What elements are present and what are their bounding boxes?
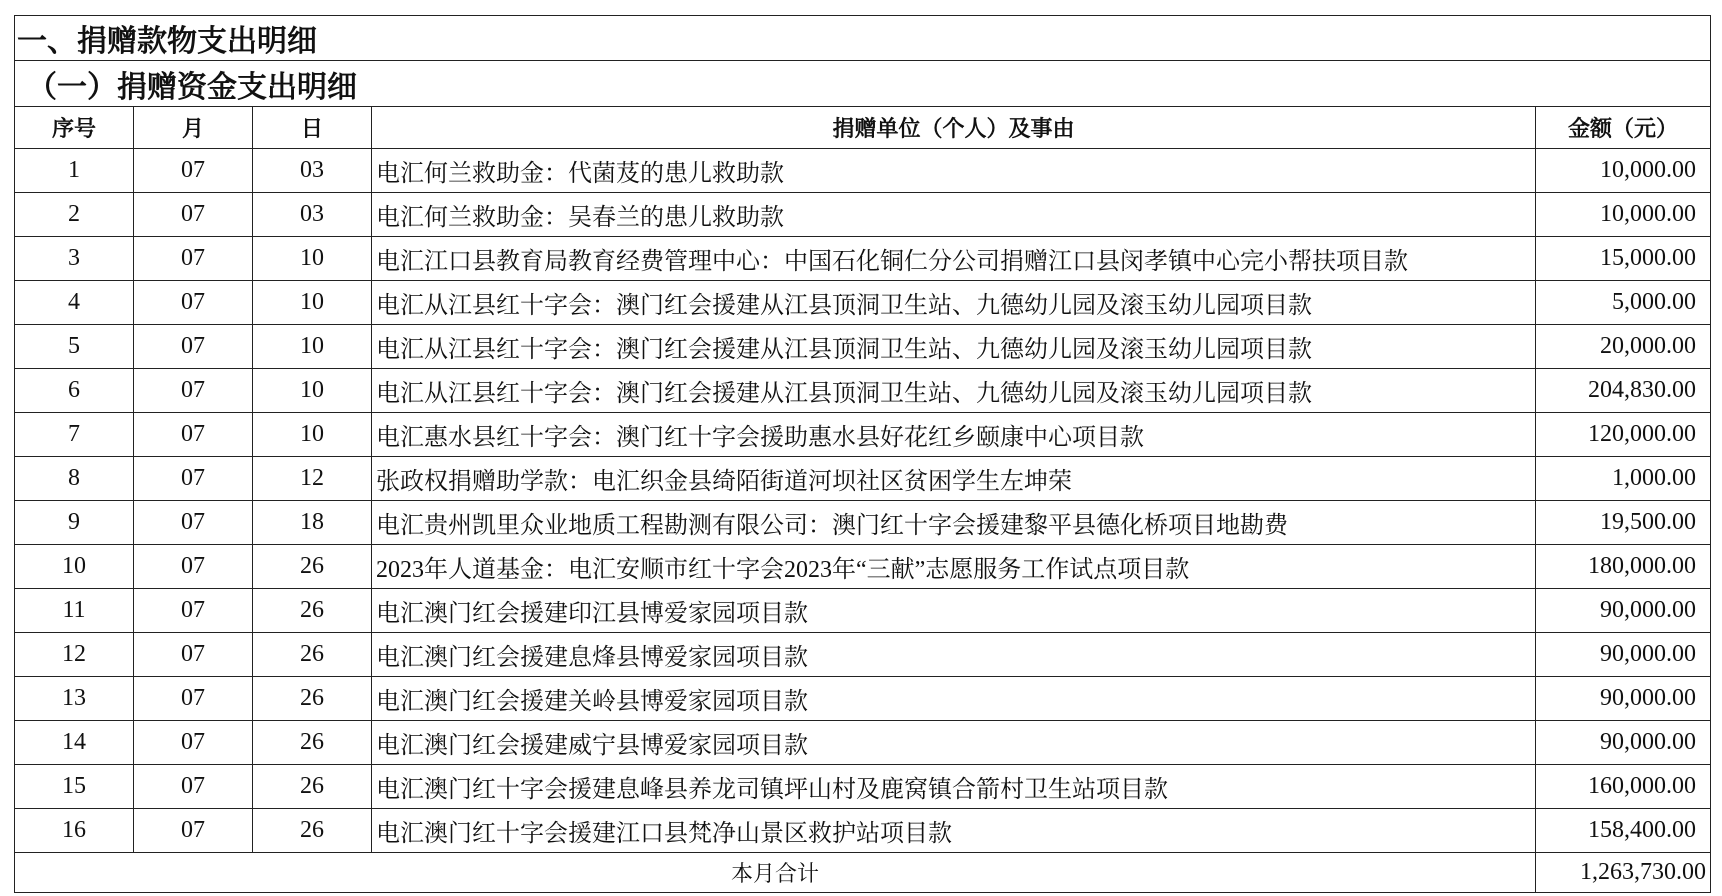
cell-day: 12 (253, 457, 372, 501)
cell-day: 26 (253, 545, 372, 589)
cell-day: 26 (253, 721, 372, 765)
cell-day: 10 (253, 325, 372, 369)
cell-day: 18 (253, 501, 372, 545)
section-subtitle: （一）捐赠资金支出明细 (15, 61, 1711, 107)
cell-description: 2023年人道基金：电汇安顺市红十字会2023年“三献”志愿服务工作试点项目款 (372, 545, 1536, 589)
cell-month: 07 (134, 633, 253, 677)
cell-seq: 6 (15, 369, 134, 413)
table-row (15, 369, 1711, 413)
table-row (15, 589, 1711, 633)
subtitle-row (15, 61, 1711, 107)
cell-description: 电汇澳门红会援建息烽县博爱家园项目款 (372, 633, 1536, 677)
cell-amount: 19,500.00 (1536, 501, 1711, 545)
total-row (15, 853, 1711, 893)
cell-seq: 7 (15, 413, 134, 457)
cell-description: 电汇何兰救助金：吴春兰的患儿救助款 (372, 193, 1536, 237)
cell-month: 07 (134, 677, 253, 721)
cell-amount: 90,000.00 (1536, 677, 1711, 721)
cell-amount: 10,000.00 (1536, 149, 1711, 193)
header-month: 月 (134, 107, 253, 149)
cell-amount: 158,400.00 (1536, 809, 1711, 853)
cell-amount: 120,000.00 (1536, 413, 1711, 457)
cell-amount: 15,000.00 (1536, 237, 1711, 281)
cell-day: 26 (253, 589, 372, 633)
cell-seq: 5 (15, 325, 134, 369)
cell-seq: 14 (15, 721, 134, 765)
cell-amount: 10,000.00 (1536, 193, 1711, 237)
cell-day: 26 (253, 633, 372, 677)
cell-description: 电汇从江县红十字会：澳门红会援建从江县顶洞卫生站、九德幼儿园及滚玉幼儿园项目款 (372, 369, 1536, 413)
cell-description: 电汇江口县教育局教育经费管理中心：中国石化铜仁分公司捐赠江口县闵孝镇中心完小帮扶项目款 (372, 237, 1536, 281)
cell-amount: 180,000.00 (1536, 545, 1711, 589)
table-row (15, 325, 1711, 369)
cell-month: 07 (134, 545, 253, 589)
total-label: 本月合计 (15, 853, 1536, 893)
cell-day: 10 (253, 413, 372, 457)
cell-description: 电汇澳门红会援建威宁县博爱家园项目款 (372, 721, 1536, 765)
cell-description: 电汇从江县红十字会：澳门红会援建从江县顶洞卫生站、九德幼儿园及滚玉幼儿园项目款 (372, 281, 1536, 325)
cell-month: 07 (134, 765, 253, 809)
header-row (15, 107, 1711, 149)
cell-day: 10 (253, 281, 372, 325)
cell-amount: 204,830.00 (1536, 369, 1711, 413)
cell-seq: 12 (15, 633, 134, 677)
cell-day: 03 (253, 193, 372, 237)
cell-amount: 90,000.00 (1536, 589, 1711, 633)
cell-amount: 160,000.00 (1536, 765, 1711, 809)
cell-month: 07 (134, 809, 253, 853)
table-row (15, 501, 1711, 545)
cell-seq: 3 (15, 237, 134, 281)
table-row (15, 281, 1711, 325)
cell-month: 07 (134, 369, 253, 413)
section-title: 一、捐赠款物支出明细 (15, 16, 1711, 61)
cell-description: 电汇何兰救助金：代菌芨的患儿救助款 (372, 149, 1536, 193)
table-row (15, 633, 1711, 677)
cell-description: 电汇澳门红十字会援建息峰县养龙司镇坪山村及鹿窝镇合箭村卫生站项目款 (372, 765, 1536, 809)
table-row (15, 809, 1711, 853)
cell-seq: 1 (15, 149, 134, 193)
cell-seq: 15 (15, 765, 134, 809)
cell-day: 26 (253, 677, 372, 721)
cell-month: 07 (134, 589, 253, 633)
cell-amount: 90,000.00 (1536, 721, 1711, 765)
cell-description: 电汇从江县红十字会：澳门红会援建从江县顶洞卫生站、九德幼儿园及滚玉幼儿园项目款 (372, 325, 1536, 369)
header-description: 捐赠单位（个人）及事由 (372, 107, 1536, 149)
cell-amount: 5,000.00 (1536, 281, 1711, 325)
cell-amount: 90,000.00 (1536, 633, 1711, 677)
table-row (15, 721, 1711, 765)
table-row (15, 193, 1711, 237)
cell-amount: 1,000.00 (1536, 457, 1711, 501)
cell-description: 电汇澳门红会援建关岭县博爱家园项目款 (372, 677, 1536, 721)
cell-month: 07 (134, 413, 253, 457)
cell-day: 10 (253, 369, 372, 413)
cell-seq: 16 (15, 809, 134, 853)
cell-seq: 10 (15, 545, 134, 589)
cell-day: 26 (253, 809, 372, 853)
cell-description: 电汇惠水县红十字会：澳门红十字会援助惠水县好花红乡颐康中心项目款 (372, 413, 1536, 457)
table-row (15, 149, 1711, 193)
cell-seq: 11 (15, 589, 134, 633)
header-seq: 序号 (15, 107, 134, 149)
table-row (15, 413, 1711, 457)
table-row (15, 677, 1711, 721)
table-row (15, 457, 1711, 501)
cell-month: 07 (134, 237, 253, 281)
cell-description: 电汇贵州凯里众业地质工程勘测有限公司：澳门红十字会援建黎平县德化桥项目地勘费 (372, 501, 1536, 545)
header-amount: 金额（元） (1536, 107, 1711, 149)
table-row (15, 765, 1711, 809)
cell-month: 07 (134, 501, 253, 545)
header-day: 日 (253, 107, 372, 149)
cell-month: 07 (134, 721, 253, 765)
table-row (15, 237, 1711, 281)
donation-expenditure-table (14, 15, 1711, 893)
cell-seq: 4 (15, 281, 134, 325)
table-row (15, 545, 1711, 589)
cell-description: 张政权捐赠助学款：电汇织金县绮陌街道河坝社区贫困学生左坤荣 (372, 457, 1536, 501)
cell-month: 07 (134, 325, 253, 369)
table-body (15, 16, 1711, 893)
title-row (15, 16, 1711, 61)
cell-month: 07 (134, 281, 253, 325)
cell-seq: 2 (15, 193, 134, 237)
cell-seq: 8 (15, 457, 134, 501)
cell-month: 07 (134, 149, 253, 193)
cell-day: 10 (253, 237, 372, 281)
cell-description: 电汇澳门红会援建印江县博爱家园项目款 (372, 589, 1536, 633)
cell-day: 26 (253, 765, 372, 809)
cell-seq: 13 (15, 677, 134, 721)
cell-description: 电汇澳门红十字会援建江口县梵净山景区救护站项目款 (372, 809, 1536, 853)
total-amount: 1,263,730.00 (1536, 853, 1711, 893)
cell-seq: 9 (15, 501, 134, 545)
cell-day: 03 (253, 149, 372, 193)
cell-month: 07 (134, 193, 253, 237)
cell-amount: 20,000.00 (1536, 325, 1711, 369)
cell-month: 07 (134, 457, 253, 501)
